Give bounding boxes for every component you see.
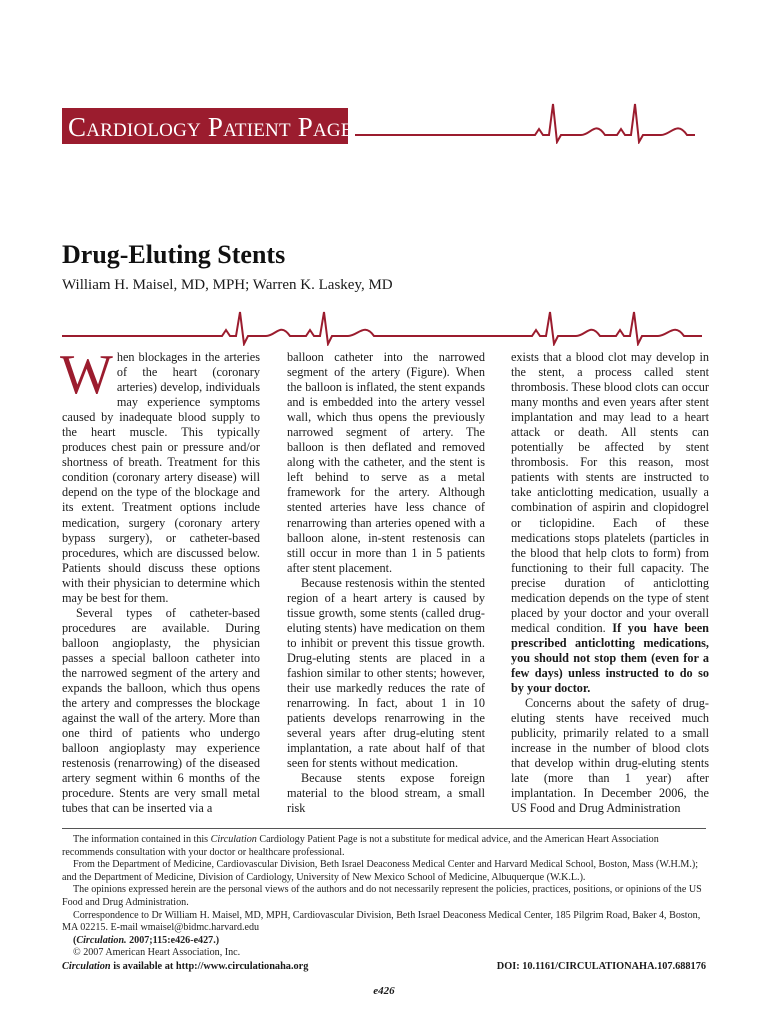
body-column-3 — [511, 350, 709, 816]
paragraph: Several types of catheter-based procedures are available. During balloon angioplasty, the physician passes a special balloon catheter into the narrowed segment of the artery and expands the balloon, which thus opens the artery and compresses the blockage against the wall of the artery. More than one third of patients who undergo balloon angioplasty may experience restenosis (renarrowing) of the diseased artery segment within 6 months of the procedure. Stents are very small metal tubes that can be inserted via a — [62, 605, 260, 816]
header-ecg-line — [355, 98, 710, 144]
header-title: Cardiology Patient Page — [68, 112, 353, 142]
section-ecg-line — [62, 306, 710, 346]
header-banner — [62, 108, 353, 144]
paragraph: Because stents expose foreign material to the blood stream, a small risk — [287, 771, 485, 816]
journal-availability — [62, 961, 308, 972]
footer-url: is available at http://www.circulationaha.org — [110, 961, 309, 972]
note-text: Cardiology Patient Page is not a substitute for medical advice, and the American Heart Association recommends consultation with your doctor or healthcare professional. — [62, 834, 659, 858]
article-title: Drug-Eluting Stents — [62, 240, 286, 269]
drop-cap: W — [60, 344, 113, 406]
opinion-note: The opinions expressed herein are the personal views of the authors and do not necessarily represent the policies, practices, positions, or opinions of the US Food and Drug Administration. — [62, 884, 702, 908]
paragraph: Because restenosis within the stented region of a heart artery is caused by tissue growth, some stents (called drug-eluting stents) have medication on them to inhibit or prevent this tissue growth. Drug-eluting stents are placed in a fashion similar to other stents; however, their use markedly reduces the rate of renarrowing. In fact, about 1 in 10 patients develops renarrowing in the several years after drug-eluting stent implantation, a rate about half of that seen for stents without medication. — [287, 575, 485, 771]
citation: (Circulation. 2007;115:e426-e427.) — [73, 934, 220, 946]
affiliation-note: From the Department of Medicine, Cardiovascular Division, Beth Israel Deaconess Medical Center and Harvard Medical School, Boston, Mass (W.H.M.); and the Department of Medicine, Division of Cardiology, University of New Mexico School of Medicine, Albuquerque (W.K.L.). — [62, 859, 699, 883]
footer-journal: Circulation — [62, 961, 111, 972]
copyright: © 2007 American Heart Association, Inc. — [73, 947, 241, 959]
paragraph — [511, 350, 709, 696]
paragraph: Concerns about the safety of drug-eluting stents have received much publicity, primarily related to a small increase in the number of blood clots that develop within drug-eluting stents late (more than 1 year) after implantation. In December 2006, the US Food and Drug Administration — [511, 696, 709, 816]
correspondence-note: Correspondence to Dr William H. Maisel, MD, MPH, Cardiovascular Division, Beth Israel Deaconess Medical Center, 185 Pilgrim Road, Baker 4, Boston, MA 02215. E-mail wmaisel@bidmc.harvard.edu — [62, 909, 701, 934]
note-text: The information contained in this — [73, 834, 211, 845]
body-column-1 — [60, 344, 260, 816]
author-list: William H. Maisel, MD, MPH; Warren K. Laskey, MD — [62, 277, 393, 293]
paragraph-text: exists that a blood clot may develop in the stent, a process called stent thrombosis. These blood clots can occur many months and even years after stent implantation and may lead to a heart attack or death. All stents can potentially be affected by stent thrombosis. For this reason, most patients with stents are instructed to take anticlotting medication, usually a combination of aspirin and clopidogrel or ticlopidine. Each of these medications stops platelets (particles in the blood that help clots to form) from functioning to their full capacity. The precise duration of anticlotting medication depends on the type of stent placed by your doctor and your overall medical condition. — [511, 350, 709, 635]
citation-details: 2007;115:e426-e427.) — [126, 934, 220, 946]
footnotes — [62, 834, 708, 960]
body-column-2 — [287, 350, 485, 816]
doi: DOI: 10.1161/CIRCULATIONAHA.107.688176 — [496, 961, 706, 972]
paragraph: hen blockages in the arteries of the heart (coronary arteries) develop, individuals may experience symptoms caused by inadequate blood supply to the heart muscle. This typically produces chest pain or pressure and/or shortness of breath. Treatment for this condition (coronary artery disease) will depend on the type of the blockage and its extent. Treatment options include medication, surgery (coronary artery bypass surgery), or catheter-based procedures, which are discussed below. Patients should discuss these options with their physician to determine which may be best for them. — [62, 350, 260, 605]
disclaimer-note — [62, 834, 708, 859]
warning-text: If you have been prescribed anticlotting medications, you should not stop them (even for a few days) unless instructed to do so by your doctor. — [511, 620, 709, 696]
paragraph: balloon catheter into the narrowed segment of the artery (Figure). When the balloon is inflated, the stent expands and is embedded into the artery vessel wall, which thus opens the previously narrowed segment of artery. The balloon is then deflated and removed along with the catheter, and the stent is left behind to serve as a metal framework for the artery. Although stented arteries have less chance of renarrowing than arteries opened with a balloon alone, in-stent restenosis can still occur in more than 1 in 5 patients after stent placement. — [287, 350, 485, 575]
journal-name: Circulation — [210, 834, 257, 845]
page-number: e426 — [373, 985, 395, 997]
citation-journal: Circulation. — [76, 934, 127, 946]
footnote-divider — [62, 828, 706, 829]
